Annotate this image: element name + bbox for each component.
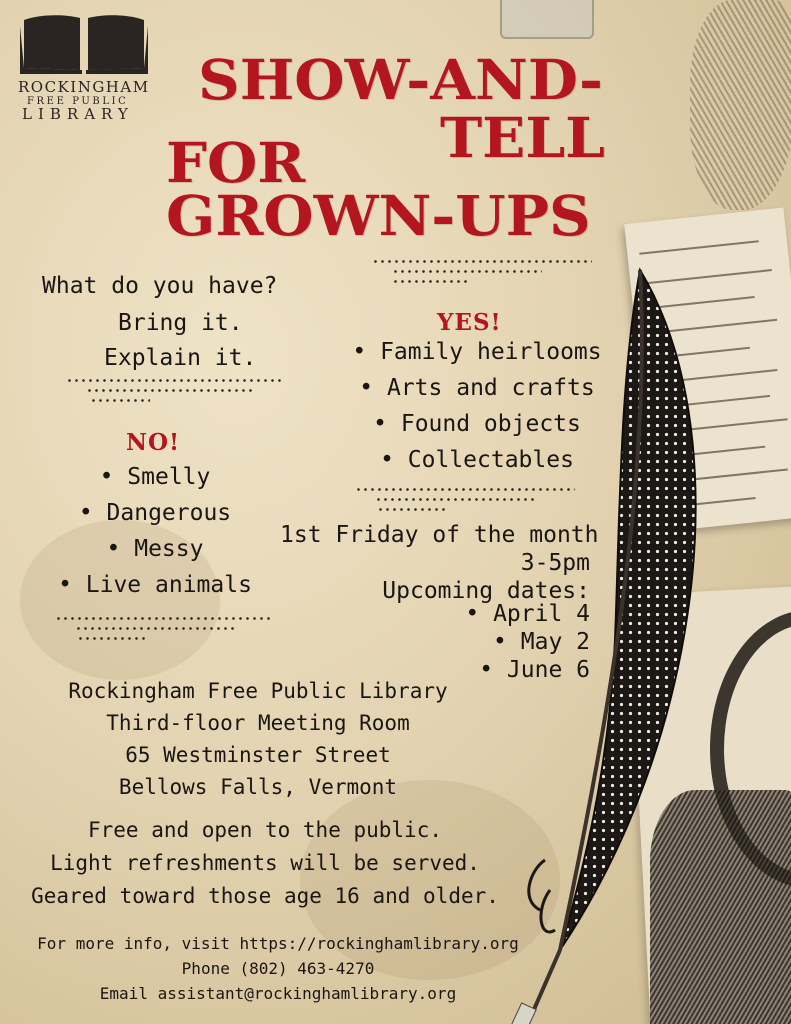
title-line3: FOR bbox=[166, 130, 306, 195]
location-room: Third-floor Meeting Room bbox=[106, 711, 410, 735]
no-item: • Dangerous bbox=[0, 495, 310, 531]
yes-list bbox=[322, 334, 632, 478]
logo-text-line1: ROCKINGHAM bbox=[18, 78, 150, 96]
contact-email: Email assistant@rockinghamlibrary.org bbox=[99, 984, 457, 1003]
schedule-dates bbox=[420, 600, 590, 684]
note-refreshments: Light refreshments will be served. bbox=[50, 851, 480, 875]
title-line1: SHOW-AND- bbox=[198, 47, 603, 112]
schedule-time: 3-5pm bbox=[520, 550, 590, 576]
title-line2: TELL bbox=[440, 105, 606, 170]
intro-explain: Explain it. bbox=[104, 345, 257, 371]
open-book-icon bbox=[20, 12, 148, 74]
intro-question: What do you have? bbox=[42, 273, 278, 299]
location-street: 65 Westminster Street bbox=[125, 743, 391, 767]
yes-heading: YES! bbox=[437, 309, 502, 336]
date-item: • May 2 bbox=[420, 628, 590, 656]
no-item: • Messy bbox=[0, 531, 310, 567]
contact-website: For more info, visit https://rockinghamlibrary.org bbox=[37, 934, 519, 953]
yes-item: • Found objects bbox=[322, 406, 632, 442]
glass-jar-decoration bbox=[500, 0, 594, 39]
logo-text-line2: FREE PUBLIC bbox=[27, 96, 129, 107]
dotted-divider bbox=[372, 258, 602, 284]
yes-item: • Family heirlooms bbox=[322, 334, 632, 370]
location-town: Bellows Falls, Vermont bbox=[118, 775, 398, 799]
yes-item: • Collectables bbox=[322, 442, 632, 478]
note-age: Geared toward those age 16 and older. bbox=[31, 884, 499, 908]
title-line4: GROWN-UPS bbox=[166, 183, 591, 248]
note-free: Free and open to the public. bbox=[87, 818, 442, 842]
dotted-divider bbox=[66, 377, 286, 403]
contact-phone: Phone (802) 463-4270 bbox=[181, 959, 375, 978]
no-heading: NO! bbox=[126, 429, 181, 456]
date-item: • June 6 bbox=[420, 656, 590, 684]
date-item: • April 4 bbox=[420, 600, 590, 628]
yes-item: • Arts and crafts bbox=[322, 370, 632, 406]
no-item: • Smelly bbox=[0, 459, 310, 495]
library-logo bbox=[18, 12, 158, 123]
location-library: Rockingham Free Public Library bbox=[68, 679, 448, 703]
schedule-upcoming-label: Upcoming dates: bbox=[382, 578, 590, 604]
no-list bbox=[0, 459, 310, 603]
schedule-when: 1st Friday of the month bbox=[280, 522, 599, 548]
dotted-divider bbox=[355, 486, 585, 512]
no-item: • Live animals bbox=[0, 567, 310, 603]
dotted-divider bbox=[55, 615, 285, 641]
intro-bring: Bring it. bbox=[118, 310, 243, 336]
engraving-hair-decoration bbox=[690, 0, 791, 210]
logo-text-line3: LIBRARY bbox=[22, 105, 134, 123]
